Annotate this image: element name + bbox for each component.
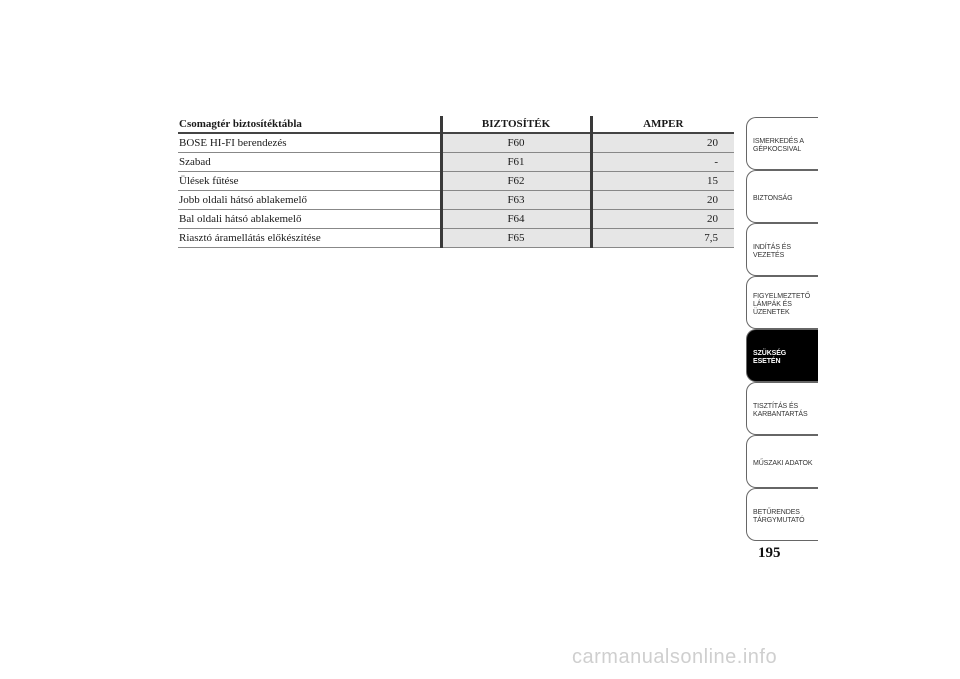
table-row: [178, 210, 734, 229]
tab-biztonsag[interactable]: [746, 170, 818, 223]
row-fuse: F65: [441, 229, 591, 248]
row-fuse: F60: [441, 133, 591, 153]
row-fuse: F63: [441, 191, 591, 210]
row-amper: 15: [591, 172, 734, 191]
row-amper: 20: [591, 133, 734, 153]
row-amper: 20: [591, 210, 734, 229]
tab-szukseg-eseten[interactable]: [746, 329, 818, 382]
tab-label: TISZTÍTÁS ÉS KARBANTARTÁS: [753, 403, 808, 418]
row-device: Jobb oldali hátsó ablakemelő: [178, 191, 441, 210]
tab-figyelmezteto[interactable]: [746, 276, 818, 329]
tab-label: BETŰRENDES TÁRGYMUTATÓ: [753, 509, 805, 524]
tab-inditas[interactable]: [746, 223, 818, 276]
tab-label: MŰSZAKI ADATOK: [753, 460, 813, 467]
header-amper: AMPER: [591, 116, 734, 133]
watermark-text: carmanualsonline.info: [572, 646, 778, 668]
table-row: [178, 133, 734, 153]
table-row: [178, 191, 734, 210]
table-header-row: [178, 116, 734, 133]
header-location: Csomagtér biztosítéktábla: [178, 116, 441, 133]
tab-label: ISMERKEDÉS A GÉPKOCSIVAL: [753, 138, 804, 153]
header-fuse: BIZTOSÍTÉK: [441, 116, 591, 133]
row-fuse: F62: [441, 172, 591, 191]
tab-muszaki-adatok[interactable]: [746, 435, 818, 488]
row-amper: 7,5: [591, 229, 734, 248]
row-device: Ülések fűtése: [178, 172, 441, 191]
row-device: Szabad: [178, 153, 441, 172]
tab-label: INDÍTÁS ÉS VEZETÉS: [753, 244, 791, 259]
tab-tisztitas[interactable]: [746, 382, 818, 435]
tab-label: BIZTONSÁG: [753, 195, 793, 202]
row-fuse: F61: [441, 153, 591, 172]
row-amper: -: [591, 153, 734, 172]
row-device: Bal oldali hátsó ablakemelő: [178, 210, 441, 229]
table-row: [178, 153, 734, 172]
row-device: Riasztó áramellátás előkészítése: [178, 229, 441, 248]
table-row: [178, 172, 734, 191]
tab-label: SZÜKSÉG ESETÉN: [753, 350, 787, 365]
table-row: [178, 229, 734, 248]
tab-targymutato[interactable]: [746, 488, 818, 541]
row-amper: 20: [591, 191, 734, 210]
page-number: 195: [758, 545, 781, 561]
chapter-tabs: [746, 117, 818, 541]
row-device: BOSE HI-FI berendezés: [178, 133, 441, 153]
fuse-table: [178, 116, 734, 248]
row-fuse: F64: [441, 210, 591, 229]
tab-ismerkedes[interactable]: [746, 117, 818, 170]
tab-label: FIGYELMEZTETŐ LÁMPÁK ÉS ÜZENETEK: [753, 293, 811, 316]
